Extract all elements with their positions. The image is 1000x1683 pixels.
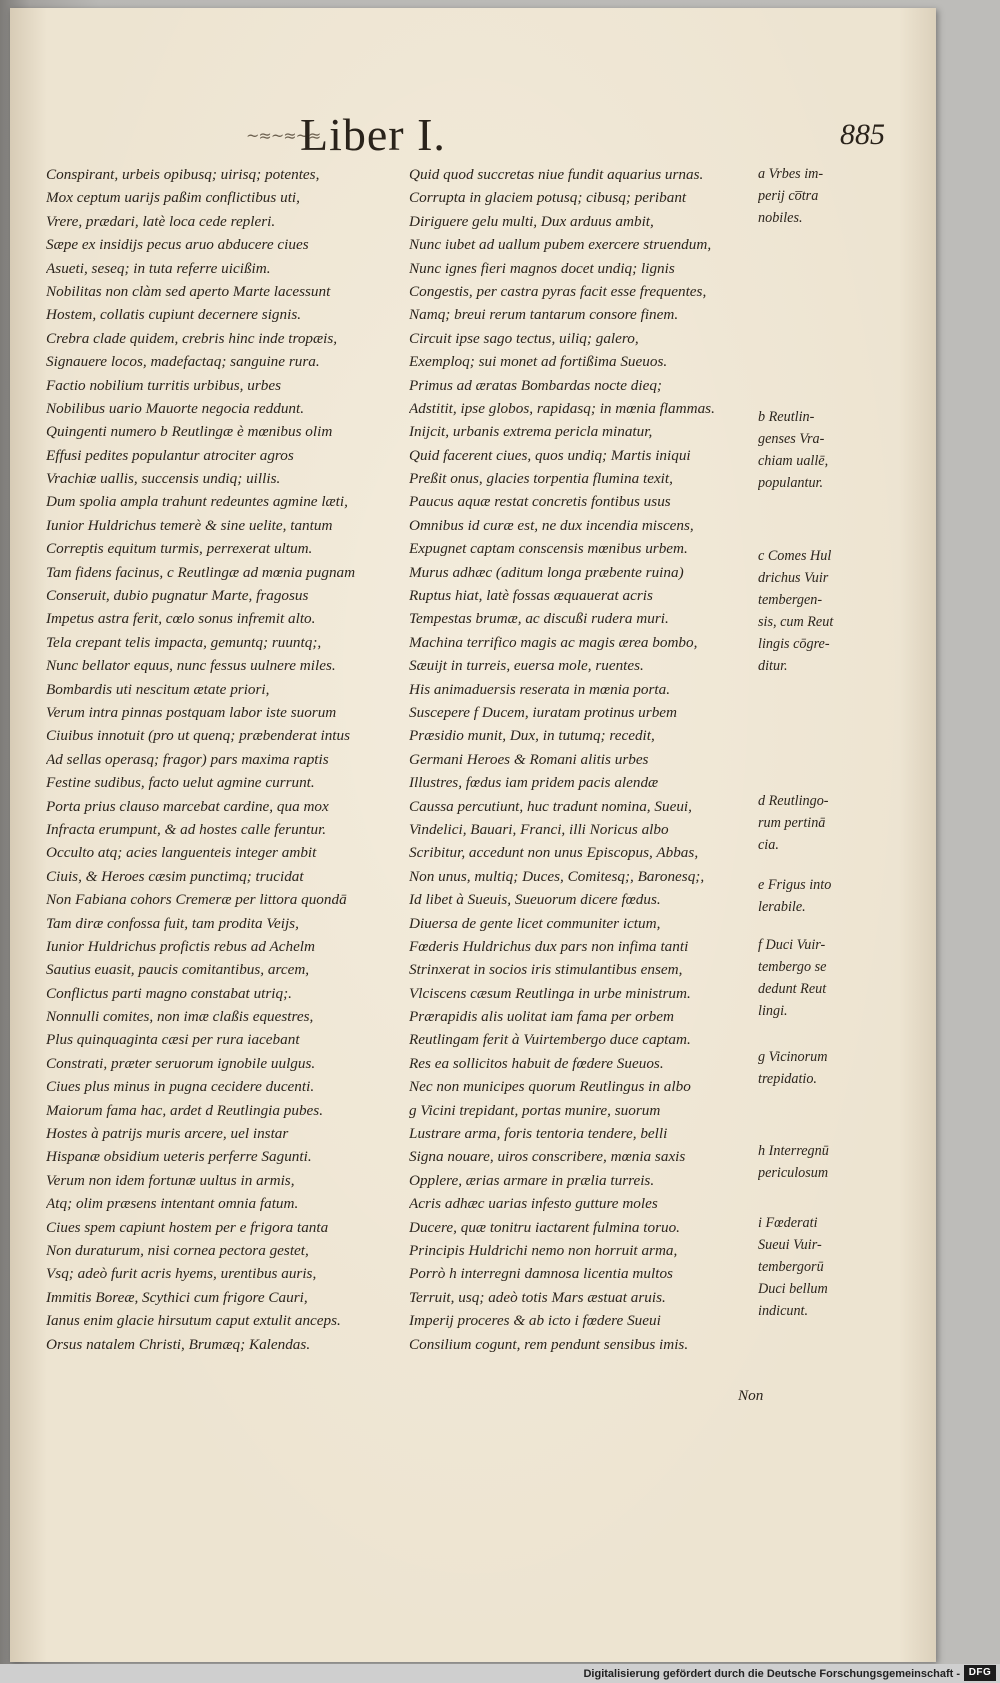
marginal-note-line: lingis cōgre- [758,636,830,652]
verse-line: Diriguere gelu multi, Dux arduus ambit, [409,212,654,230]
verse-line: Effusi pedites populantur atrociter agros [46,446,294,464]
verse-line: Hostem, collatis cupiunt decernere signis. [46,306,302,324]
verse-line: Terruit, usq; adeò totis Mars æstuat aruis. [409,1288,666,1306]
verse-line: Nunc bellator equus, nunc fessus uulnere miles. [46,657,336,675]
marginal-note-line: cia. [758,837,779,853]
marginal-note [758,1212,876,1322]
marginal-note-line: perij co̅tra [758,188,819,204]
verse-line: Imperij proceres & ab icto i fœdere Sueui [409,1312,661,1330]
marginal-note-line: tembergen- [758,592,823,608]
marginal-note [758,406,876,494]
marginal-note-line: chiam uallē, [758,453,829,469]
verse-line: Sautius euasit, paucis comitantibus, arcem, [46,961,310,979]
verse-line: Nobilitas non clàm sed aperto Marte lacessunt [46,282,331,300]
verse-line: Ciuibus innotuit (pro ut quenq; præbenderat intus [46,727,351,745]
verse-line: Paucus aquæ restat concretis fontibus usus [409,493,671,511]
verse-line: Infracta erumpunt, & ad hostes calle feruntur. [46,820,327,838]
marginal-note-line: Sueui Vuir- [758,1237,822,1253]
verse-line: Bombardis uti nescitum ætate priori, [46,680,270,698]
verse-line: Conseruit, dubio pugnatur Marte, fragosus [46,587,309,605]
verse-line: Ciuis, & Heroes cæsim punctimq; trucidat [46,867,304,885]
verse-line: Hispanæ obsidium ueteris perferre Sagunti. [46,1148,312,1166]
verse-line: Expugnet captam conscensis mœnibus urbem. [409,540,688,558]
verse-line: Namq; breui rerum tantarum consore finem. [409,306,679,324]
digitization-credit: Digitalisierung gefördert durch die Deutsche Forschungsgemeinschaft - [583,1668,960,1680]
right-text-column [409,163,759,1356]
marginal-note-line: dedunt Reut [758,981,827,997]
verse-line: Nobilibus uario Mauorte negocia reddunt. [46,399,305,417]
verse-line: Correptis equitum turmis, perrexerat ultum. [46,540,313,558]
verse-line: Strinxerat in socios iris stimulantibus ensem, [409,961,683,979]
verse-line: Machina terrifico magis ac magis ærea bombo, [409,633,698,651]
verse-line: Id libet à Sueuis, Sueuorum dicere fœdus. [409,891,661,909]
verse-line: Præsidio munit, Dux, in tutumq; recedit, [409,727,655,745]
verse-line: Ruptus hiat, latè fossas æquauerat acris [409,587,653,605]
marginal-note-line: sis, cum Reut [758,614,834,630]
marginal-note-line: lingi. [758,1003,788,1019]
verse-line: Reutlingam ferit à Vuirtembergo duce captam. [409,1031,691,1049]
verse-line: Constrati, præter seruorum ignobile uulgus. [46,1054,316,1072]
verse-line: Scribitur, accedunt non unus Episcopus, Abbas, [409,844,699,862]
verse-line: Ad sellas operasq; fragor) pars maxima raptis [46,750,329,768]
marginal-note-line: ditur. [758,658,788,674]
marginal-note-line: i Fœderati [758,1215,818,1231]
verse-line: Non duraturum, nisi cornea pectora gestet, [46,1241,309,1259]
verse-line: Illustres, fœdus iam pridem pacis alendæ [409,774,659,792]
verse-line: Crebra clade quidem, crebris hinc inde tropæis, [46,329,338,347]
marginal-note [758,934,876,1022]
marginal-note [758,874,876,918]
verse-line: Atq; olim præsens intentant omnia fatum. [46,1195,299,1213]
verse-line: Nec non municipes quorum Reutlingus in albo [409,1078,691,1096]
marginal-note-line: populantur. [758,475,824,491]
verse-line: Tam diræ confossa fuit, tam prodita Veijs, [46,914,299,932]
verse-line: Vrere, prædari, latè loca cede repleri. [46,212,276,230]
verse-line: Caussa percutiunt, huc tradunt nomina, Sueui, [409,797,692,815]
marginal-note-line: rum pertinā [758,815,826,831]
marginal-note-line: e Frigus into [758,877,832,893]
dfg-logo [964,1665,996,1681]
verse-line: Murus adhæc (aditum longa præbente ruina) [409,563,684,581]
marginal-note-line: Duci bellum [758,1281,828,1297]
verse-line: Adstitit, ipse globos, rapidasq; in mœnia flammas. [409,399,715,417]
marginal-note-line: nobiles. [758,210,803,226]
verse-line: Factio nobilium turritis urbibus, urbes [46,376,281,394]
verse-line: Maiorum fama hac, ardet d Reutlingia pubes. [46,1101,324,1119]
verse-line: Festine sudibus, facto uelut agmine currunt. [46,774,315,792]
verse-line: Opplere, ærias armare in prælia turreis. [409,1171,655,1189]
verse-line: Quid facerent ciues, quos undiq; Martis iniqui [409,446,691,464]
header-flourish: ~≈~≈~≈ [246,126,321,145]
verse-line: Porrò h interregni damnosa licentia multos [409,1265,673,1283]
verse-line: Exemploq; sui monet ad fortißima Sueuos. [409,353,668,371]
marginal-note-line: trepidatio. [758,1071,817,1087]
verse-line: Primus ad æratas Bombardas nocte dieq; [409,376,662,394]
verse-line: Tempestas brumæ, ac discußi rudera muri. [409,610,669,628]
verse-line: Ianus enim glacie hirsutum caput extulit anceps. [46,1312,341,1330]
verse-line: Nunc ignes fieri magnos docet undiq; lignis [409,259,675,277]
marginal-note [758,163,876,229]
verse-line: Iunior Huldrichus profictis rebus ad Achelm [46,937,315,955]
verse-line: Lustrare arma, foris tentoria tendere, belli [409,1125,668,1143]
verse-line: Germani Heroes & Romani alitis urbes [409,750,649,768]
verse-line: Occulto atq; acies languenteis integer ambit [46,844,317,862]
marginal-note [758,1140,876,1184]
verse-line: Signa nouare, uiros conscribere, mœnia saxis [409,1148,686,1166]
verse-line: Vrachiæ uallis, succensis undiq; uillis. [46,470,281,488]
verse-line: Corrupta in glaciem potusq; cibusq; peribant [409,189,687,207]
marginal-note-line: periculosum [758,1165,829,1181]
verse-line: Plus quinquaginta cæsi per rura iacebant [46,1031,300,1049]
marginal-note-line: tembergo se [758,959,827,975]
verse-line: Sæpe ex insidijs pecus aruo abducere ciues [46,236,309,254]
verse-line: Non unus, multiq; Duces, Comitesq;, Baronesq;, [409,867,705,885]
verse-line: Ciues plus minus in pugna cecidere ducenti. [46,1078,315,1096]
verse-line: His animaduersis reserata in mœnia porta. [409,680,671,698]
verse-line: Iunior Huldrichus temerè & sine uelite, tantum [46,516,333,534]
verse-line: Consilium cogunt, rem pendunt sensibus imis. [409,1335,689,1353]
marginal-note-line: drichus Vuir [758,570,829,586]
verse-line: g Vicini trepidant, portas munire, suorum [409,1101,661,1119]
dfg-logo-text: DFG [968,1667,992,1678]
marginal-note [758,790,876,856]
marginal-note-line: f Duci Vuir- [758,937,826,953]
verse-line: Fœderis Huldrichus dux pars non infima tanti [409,937,689,955]
marginal-note-line: h Interregnū [758,1143,829,1159]
marginal-note-line: d Reutlingo- [758,793,829,809]
marginal-note-line: tembergorū [758,1259,824,1275]
verse-line: Conflictus parti magno constabat utriq;. [46,984,292,1002]
verse-line: Asueti, seseq; in tuta referre uicißim. [46,259,271,277]
verse-line: Diuersa de gente licet communiter ictum, [409,914,661,932]
verse-line: Immitis Boreæ, Scythici cum frigore Cauri, [46,1288,308,1306]
verse-line: Mox ceptum uarijs paßim conflictibus uti, [46,189,300,207]
verse-line: Orsus natalem Christi, Brumæq; Kalendas. [46,1335,311,1353]
verse-line: Acris adhæc uarias infesto gutture moles [409,1195,658,1213]
verse-line: Suscepere f Ducem, iuratam protinus urbem [409,703,677,721]
verse-line: Signauere locos, madefactaq; sanguine rura. [46,353,320,371]
verse-line: Nonnulli comites, non imæ claßis equestres, [46,1008,314,1026]
verse-line: Principis Huldrichi nemo non horruit arma, [409,1241,678,1259]
verse-line: Prærapidis alis uolitat iam fama per orbem [409,1008,674,1026]
verse-line: Sæuijt in turreis, euersa mole, ruentes. [409,657,644,675]
verse-line: Omnibus id curæ est, ne dux incendia miscens, [409,516,694,534]
marginal-note-line: indicunt. [758,1303,809,1319]
verse-line: Quingenti numero b Reutlingæ è mœnibus olim [46,423,333,441]
verse-line: Congestis, per castra pyras facit esse frequentes, [409,282,707,300]
running-title: Liber I. [300,109,446,160]
verse-line: Verum non idem fortunæ uultus in armis, [46,1171,295,1189]
verse-line: Nunc iubet ad uallum pubem exercere struendum, [409,236,712,254]
verse-line: Dum spolia ampla trahunt redeuntes agmine læti, [46,493,348,511]
verse-line: Ciues spem capiunt hostem per e frigora tanta [46,1218,329,1236]
verse-line: Conspirant, urbeis opibusq; uirisq; potentes, [46,166,320,183]
verse-line: Tam fidens facinus, c Reutlingæ ad mœnia pugnam [46,563,356,581]
marginal-note-line: c Comes Hul [758,548,832,564]
marginal-note-line: g Vicinorum [758,1049,828,1065]
verse-line: Tela crepant telis impacta, gemuntq; ruuntq;, [46,633,322,651]
verse-line: Inijcit, urbanis extrema pericla minatur, [409,423,653,441]
page-number: 885 [840,118,885,151]
left-text-column [46,163,406,1356]
marginal-note-line: lerabile. [758,899,806,915]
verse-line: Impetus astra ferit, cœlo sonus infremit alto. [46,610,316,628]
marginal-note-line: genses Vra- [758,431,825,447]
verse-line: Non Fabiana cohors Cremeræ per littora quondā [46,891,347,909]
verse-line: Vsq; adeò furit acris hyems, urentibus auris, [46,1265,317,1283]
verse-line: Hostes à patrijs muris arcere, uel instar [46,1125,289,1143]
marginal-note [758,1046,876,1090]
marginal-note [758,545,876,677]
verse-line: Verum intra pinnas postquam labor iste suorum [46,703,337,721]
marginal-note-line: b Reutlin- [758,409,815,425]
verse-line: Quid quod succretas niue fundit aquarius urnas. [409,166,704,183]
verse-line: Vlciscens cæsum Reutlinga in urbe ministrum. [409,984,691,1002]
verse-line: Vindelici, Bauari, Franci, illi Noricus albo [409,820,669,838]
verse-line: Ducere, quæ tonitru iactarent fulmina toruo. [409,1218,680,1236]
verse-line: Res ea sollicitos habuit de fœdere Sueuos. [409,1054,664,1072]
verse-line: Preßit onus, glacies torpentia flumina texit, [409,470,673,488]
catchword: Non [738,1387,764,1404]
marginal-note-line: a Vrbes im- [758,166,824,182]
verse-line: Porta prius clauso marcebat cardine, qua mox [46,797,329,815]
marginal-notes [758,0,876,1683]
verse-line: Circuit ipse sago tectus, uiliq; galero, [409,329,639,347]
